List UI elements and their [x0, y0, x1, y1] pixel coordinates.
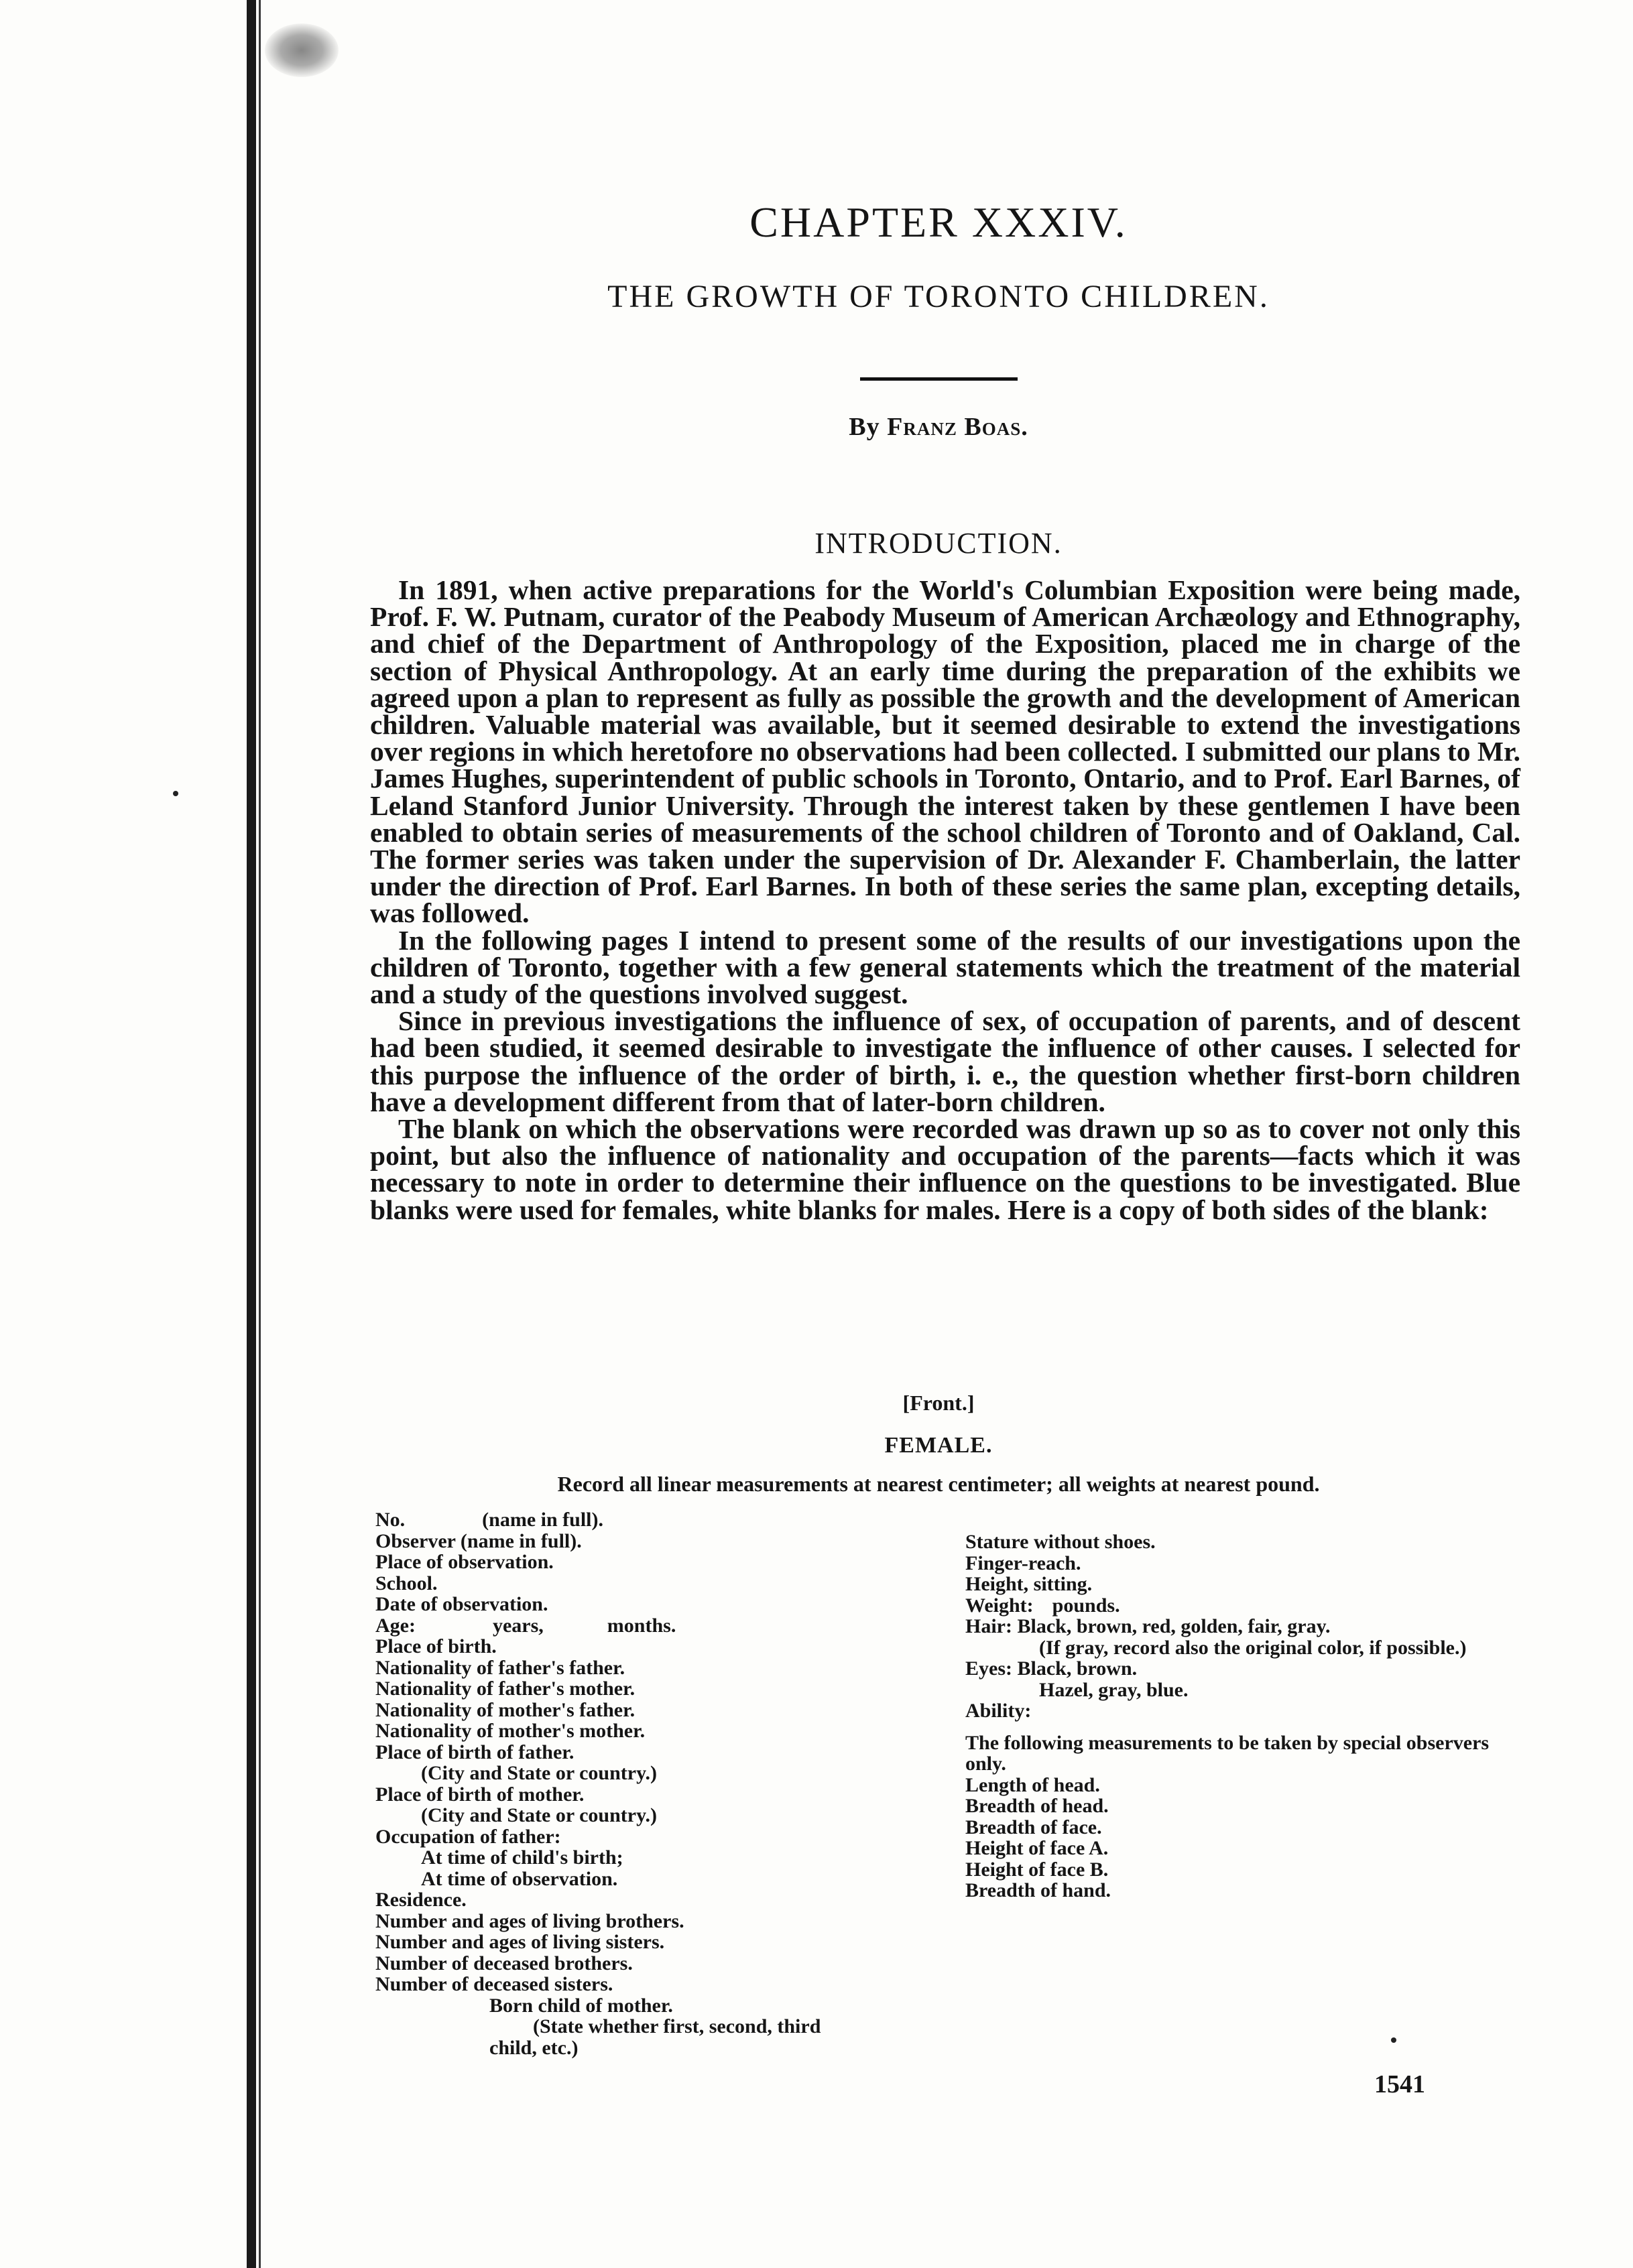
book-spine-shadow	[259, 0, 261, 2268]
form-line: Residence.	[375, 1889, 467, 1911]
form-line: Length of head.	[965, 1773, 1100, 1796]
form-line: Place of birth of mother.	[375, 1783, 585, 1806]
form-line: (If gray, record also the original color, if possible.)	[1039, 1636, 1467, 1659]
form-side-label: [Front.]	[902, 1391, 975, 1415]
form-line: Nationality of father's mother.	[375, 1678, 636, 1700]
form-line: Breadth of head.	[965, 1795, 1109, 1817]
form-line: Nationality of mother's father.	[375, 1698, 636, 1721]
form-line: Breadth of hand.	[965, 1879, 1111, 1901]
form-line: Height, sitting.	[965, 1573, 1093, 1595]
form-line: The following measurements to be taken by special observers only.	[965, 1731, 1490, 1775]
form-line: Stature without shoes.	[965, 1531, 1156, 1553]
form-line: No. (name in full).	[375, 1509, 604, 1531]
form-line: Place of birth.	[375, 1635, 497, 1657]
chapter-number: CHAPTER XXXIV.	[749, 198, 1128, 246]
title-rule	[860, 377, 1018, 381]
paragraph: The blank on which the observations were recorded was drawn up so as to cover not only this point, but also the influence of nationality and occupation of the parents—facts which it was necessary to note in order to determine their influence on the questions to be investigated. Blue blanks were used for females, white blanks for males. Here is a copy of both sides of the blank:	[370, 1113, 1520, 1225]
form-line: Nationality of mother's mother.	[375, 1720, 646, 1742]
form-line: Breadth of face.	[965, 1816, 1102, 1838]
section-heading: INTRODUCTION.	[814, 527, 1063, 560]
form-line: Nationality of father's father.	[375, 1656, 625, 1679]
form-line: Place of observation.	[375, 1551, 554, 1573]
form-title: FEMALE.	[884, 1433, 993, 1458]
form-line: Observer (name in full).	[375, 1529, 582, 1552]
form-line: (City and State or country.)	[421, 1762, 657, 1784]
form-right-column	[965, 1531, 1528, 1901]
paragraph: Since in previous investigations the influence of sex, of occupation of parents, and of descent had been studied, it seemed desirable to investigate the influence of other causes. I selected for this purpose the influence of the order of birth, i. e., the question whether first-born children have a development different from that of later-born children.	[370, 1005, 1520, 1117]
form-line: Age: years, months.	[375, 1614, 676, 1637]
form-instruction: Record all linear measurements at nearest centimeter; all weights at nearest pound.	[557, 1472, 1320, 1496]
form-line: Finger-reach.	[965, 1552, 1081, 1574]
form-line: Born child of mother.	[489, 1994, 673, 2017]
form-left-column	[375, 1509, 952, 2058]
introduction-body	[370, 576, 1520, 1223]
form-line: Date of observation.	[375, 1593, 548, 1615]
byline-prefix: By	[849, 413, 888, 441]
form-line: (City and State or country.)	[421, 1804, 657, 1826]
form-line: Height of face B.	[965, 1858, 1109, 1881]
form-line: Number and ages of living brothers.	[375, 1909, 684, 1932]
speck-mark	[173, 791, 178, 796]
form-line: Hair: Black, brown, red, golden, fair, gray.	[965, 1615, 1331, 1637]
form-line: (State whether first, second, third	[533, 2015, 821, 2037]
form-line: Number and ages of living sisters.	[375, 1931, 665, 1953]
form-line: Hazel, gray, blue.	[1039, 1678, 1189, 1701]
form-line: Ability:	[965, 1700, 1032, 1722]
ink-smudge	[265, 23, 339, 77]
author-name: Franz Boas.	[887, 413, 1028, 441]
form-line: At time of child's birth;	[421, 1846, 623, 1869]
speck-mark	[1391, 2037, 1396, 2043]
form-line: At time of observation.	[421, 1867, 618, 1890]
form-line: child, etc.)	[489, 2036, 579, 2059]
paragraph: In 1891, when active preparations for the World's Columbian Exposition were being made, Prof. F. W. Putnam, curator of the Peabody Museum of American Archæology and Ethnography, and chief of the Department of Anthropology of the Exposition, placed me in charge of the section of Physical Anthropology. At an early time during the preparation of the exhibits we agreed upon a plan to represent as fully as possible the growth and the development of American children. Valuable material was available, but it seemed desirable to extend the investigations over regions in which heretofore no observations had been collected. I submitted our plans to Mr. James Hughes, superintendent of public schools in Toronto, Ontario, and to Prof. Earl Barnes, of Leland Stanford Junior University. Through the interest taken by these gentlemen I have been enabled to obtain series of measurements of the school children of Toronto and of Oakland, Cal. The former series was taken under the supervision of Dr. Alexander F. Chamberlain, the latter under the direction of Prof. Earl Barnes. In both of these series the same plan, excepting details, was followed.	[370, 574, 1520, 929]
form-line: Number of deceased sisters.	[375, 1973, 613, 1995]
form-line: Occupation of father:	[375, 1825, 561, 1848]
chapter-title: THE GROWTH OF TORONTO CHILDREN.	[607, 279, 1270, 314]
form-line: Eyes: Black, brown.	[965, 1657, 1138, 1680]
paragraph: In the following pages I intend to present some of the results of our investigations upon the children of Toronto, together with a few general statements which the treatment of the material and a study of the questions involved suggest.	[370, 924, 1520, 1010]
form-line: Height of face A.	[965, 1837, 1109, 1859]
page-number: 1541	[1374, 2070, 1425, 2098]
byline	[369, 412, 1508, 442]
form-line: Place of birth of father.	[375, 1741, 574, 1763]
book-spine-edge	[247, 0, 256, 2268]
form-line: School.	[375, 1572, 438, 1594]
form-line: Number of deceased brothers.	[375, 1952, 633, 1974]
form-line: Weight: pounds.	[965, 1594, 1120, 1617]
